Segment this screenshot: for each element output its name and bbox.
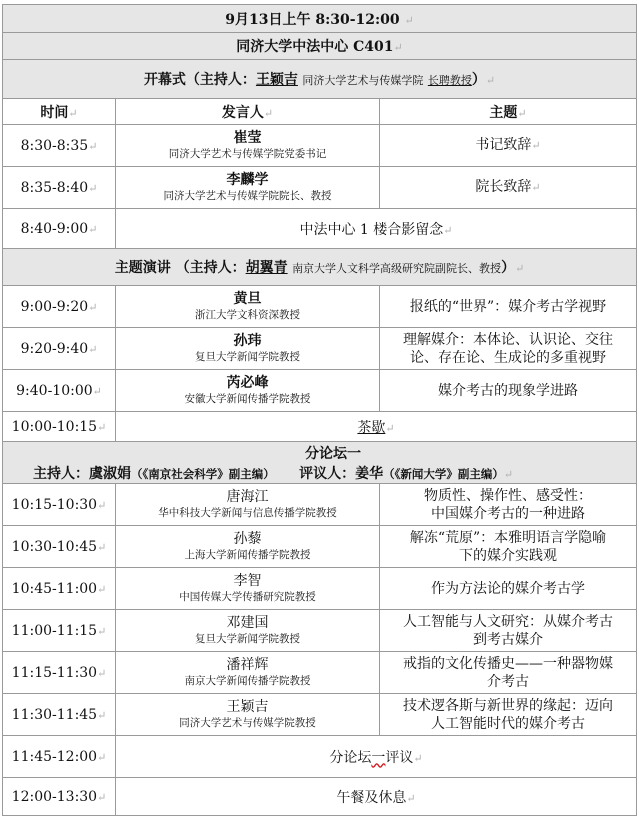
topic-cell: 技术逻各斯与新世界的缘起：迈向 人工智能时代的媒介考古	[380, 694, 637, 736]
schedule-row	[3, 484, 637, 526]
col-header-time: 时间↵	[3, 99, 116, 125]
schedule-row	[3, 568, 637, 610]
speaker-cell: 崔莹 同济大学艺术与传媒学院党委书记	[116, 125, 380, 167]
topic-cell: 院长致辞↵	[380, 167, 637, 209]
topic-cell: 媒介考古的现象学进路	[380, 370, 637, 412]
speaker-cell: 李麟学 同济大学艺术与传媒学院院长、教授	[116, 167, 380, 209]
column-header-row	[3, 99, 637, 125]
time-cell: 8:40-9:00↵	[3, 209, 116, 249]
venue-title: 同济大学中法中心 C401↵	[3, 33, 637, 60]
time-cell: 11:30-11:45↵	[3, 694, 116, 736]
speaker-cell: 芮必峰 安徽大学新闻传播学院教授	[116, 370, 380, 412]
topic-cell: 作为方法论的媒介考古学	[380, 568, 637, 610]
day-header-row	[3, 5, 637, 33]
time-cell: 9:20-9:40↵	[3, 328, 116, 370]
col-header-topic: 主题↵	[380, 99, 637, 125]
time-cell: 9:40-10:00↵	[3, 370, 116, 412]
schedule-row	[3, 286, 637, 328]
schedule-row	[3, 125, 637, 167]
keynote-section-title: 主题演讲 （主持人：胡翼青 南京大学人文科学高级研究院副院长、教授）↵	[3, 249, 637, 286]
time-cell: 8:35-8:40↵	[3, 167, 116, 209]
time-cell: 8:30-8:35↵	[3, 125, 116, 167]
speaker-cell: 唐海江 华中科技大学新闻与信息传播学院教授	[116, 484, 380, 526]
lunch-row	[3, 778, 637, 816]
speaker-cell: 黄旦 浙江大学文科资深教授	[116, 286, 380, 328]
forum-moderators: 主持人：虞淑娟（《南京社会科学》副主编） 评议人：姜华（《新闻大学》副主编）↵	[33, 465, 514, 482]
time-cell: 9:00-9:20↵	[3, 286, 116, 328]
time-cell: 10:30-10:45↵	[3, 526, 116, 568]
break-cell: 茶歇↵	[116, 412, 637, 442]
time-cell: 11:15-11:30↵	[3, 652, 116, 694]
schedule-row	[3, 526, 637, 568]
photo-row	[3, 209, 637, 249]
speaker-cell: 王颖吉 同济大学艺术与传媒学院教授	[116, 694, 380, 736]
schedule-row	[3, 652, 637, 694]
forum-section-row	[3, 442, 637, 484]
speaker-cell: 李智 中国传媒大学传播研究院教授	[116, 568, 380, 610]
keynote-section-row	[3, 249, 637, 286]
schedule-table	[2, 4, 637, 816]
break-row	[3, 412, 637, 442]
venue-row	[3, 33, 637, 60]
topic-cell: 理解媒介：本体论、认识论、交往 论、存在论、生成论的多重视野	[380, 328, 637, 370]
time-cell: 10:45-11:00↵	[3, 568, 116, 610]
topic-cell: 书记致辞↵	[380, 125, 637, 167]
time-cell: 10:00-10:15↵	[3, 412, 116, 442]
opening-section-row	[3, 60, 637, 99]
speaker-cell: 孙藜 上海大学新闻传播学院教授	[116, 526, 380, 568]
schedule-row	[3, 610, 637, 652]
topic-cell: 解冻“荒原”：本雅明语言学隐喻 下的媒介实践观	[380, 526, 637, 568]
time-cell: 11:45-12:00↵	[3, 736, 116, 778]
lunch-cell: 午餐及休息↵	[116, 778, 637, 816]
time-cell: 12:00-13:30↵	[3, 778, 116, 816]
topic-cell: 人工智能与人文研究：从媒介考古 到考古媒介	[380, 610, 637, 652]
review-cell: 分论坛一评议↵	[116, 736, 637, 778]
col-header-speaker: 发言人↵	[116, 99, 380, 125]
speaker-cell: 邓建国 复旦大学新闻学院教授	[116, 610, 380, 652]
schedule-row	[3, 328, 637, 370]
day-header: 9月13日上午 8:30-12:00 ↵	[3, 5, 637, 33]
topic-cell: 物质性、操作性、感受性： 中国媒介考古的一种进路	[380, 484, 637, 526]
topic-cell: 报纸的“世界”：媒介考古学视野	[380, 286, 637, 328]
forum-section-title: 分论坛一 主持人：虞淑娟（《南京社会科学》副主编） 评议人：姜华（《新闻大学》副主编）↵	[3, 442, 637, 484]
time-cell: 10:15-10:30↵	[3, 484, 116, 526]
opening-host-name: 王颖吉	[255, 72, 298, 88]
speaker-cell: 孙玮 复旦大学新闻学院教授	[116, 328, 380, 370]
speaker-cell: 潘祥辉 南京大学新闻传播学院教授	[116, 652, 380, 694]
keynote-host-name: 胡翼青	[245, 260, 288, 276]
schedule-row	[3, 167, 637, 209]
photo-cell: 中法中心 1 楼合影留念↵	[116, 209, 637, 249]
schedule-row	[3, 694, 637, 736]
time-cell: 11:00-11:15↵	[3, 610, 116, 652]
topic-cell: 戒指的文化传播史——一种器物媒 介考古	[380, 652, 637, 694]
opening-section-title: 开幕式（主持人：王颖吉 同济大学艺术与传媒学院 长聘教授）↵	[3, 60, 637, 99]
review-row	[3, 736, 637, 778]
schedule-row	[3, 370, 637, 412]
